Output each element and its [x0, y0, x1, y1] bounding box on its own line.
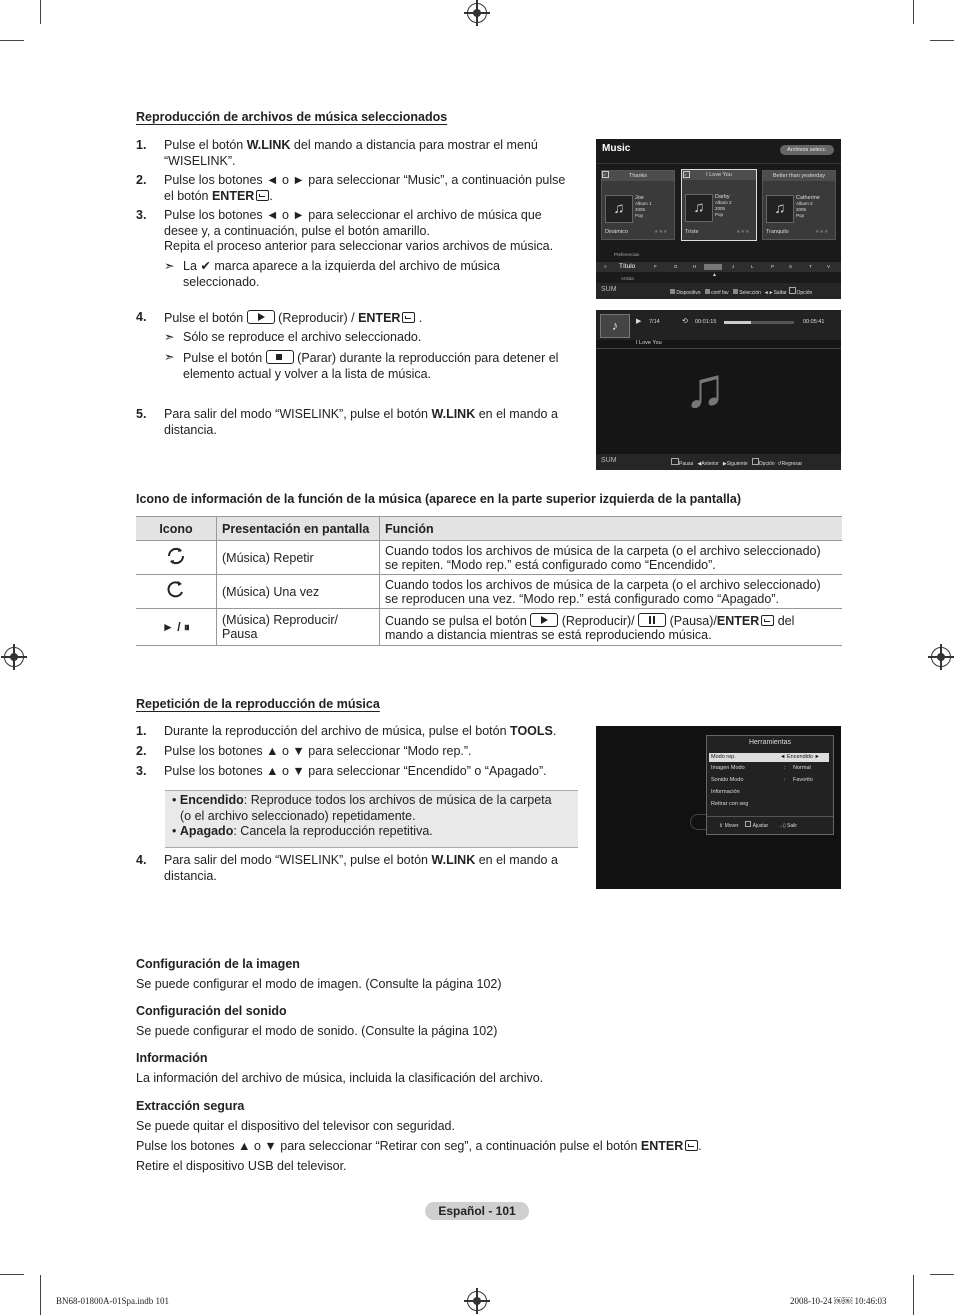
tools-item-sound-mode[interactable]: Sonido Modo : Favorito	[711, 777, 813, 783]
note-arrow-icon: ➣	[164, 259, 175, 273]
repeat-once-icon	[165, 579, 187, 601]
pause-button-icon	[638, 613, 666, 627]
music-note-icon: ♫	[685, 194, 713, 222]
print-footer-left: BN68-01800A-01Spa.indb 101	[56, 1296, 169, 1306]
step-5: 5. Para salir del modo “WISELINK”, pulse el botón W.LINK en el mando a distancia.	[136, 407, 558, 437]
crop-mark	[913, 1275, 914, 1315]
screen-title: Music	[602, 143, 631, 154]
page-number: Español - 101	[425, 1202, 529, 1220]
enter-icon	[685, 1140, 698, 1151]
stop-button-icon	[266, 350, 294, 364]
steps-list	[136, 138, 586, 438]
screen-footer: Pausa ◀Anterior ▶Siguiente Opción ↺Regresar	[671, 458, 802, 467]
section-title: Reproducción de archivos de música seleccionados	[136, 110, 448, 124]
crop-mark	[930, 1274, 954, 1275]
music-card[interactable]: Thanks ♫ Joe Album 1 2005 Pop Dinámico ★★★	[601, 170, 675, 240]
print-footer-right: 2008-10-24 ￼￼ 10:46:03	[790, 1296, 887, 1306]
tools-item-info[interactable]: Información	[711, 789, 740, 795]
device-label: SUM	[601, 286, 617, 293]
repeat-all-icon: ⟲	[682, 318, 688, 325]
registration-mark-icon	[4, 647, 24, 667]
music-note-icon: ♫	[684, 356, 726, 419]
crop-mark	[0, 40, 24, 41]
crop-mark	[40, 1275, 41, 1315]
step-4: 4. Pulse el botón (Reproducir) / ENTER . ➣ Sólo se reproduce el archivo seleccionado. ➣ Pulse el botón (Parar) durante la reproducción para detener el elemento actual y volver a la lista de música.	[136, 310, 559, 381]
play-button-icon	[247, 310, 275, 324]
registration-mark-icon	[931, 647, 951, 667]
tools-item-safe-remove[interactable]: Retirar con seg	[711, 801, 749, 807]
tools-footer: ⇕ Mover Ajustar →▯ Salir	[719, 823, 798, 829]
registration-mark-icon	[467, 3, 487, 23]
table-row: (Música) Una vez Cuando todos los archivos de música de la carpeta (o el archivo seleccionado) se reproducen una vez. “Modo rep.” está configurado como “Apagado”.	[136, 575, 842, 609]
crop-mark	[930, 40, 954, 41]
tools-menu: Herramientas Modo rep. ◄ Encendido ► Imagen Modo : Normal Sonido Modo : Favorito Información Retirar con seg ⇕ Mover Ajustar →▯ Salir	[706, 735, 834, 835]
music-note-icon: ♫	[766, 195, 794, 223]
step-4: 4. Para salir del modo “WISELINK”, pulse el botón W.LINK en el mando a distancia.	[136, 853, 558, 883]
crop-mark	[40, 0, 41, 24]
step-2: 2. Pulse los botones ◄ o ► para seleccionar “Music”, a continuación pulse el botón ENTER .	[136, 173, 566, 203]
progress-bar[interactable]	[724, 321, 794, 324]
tools-item-repeat-mode[interactable]: Modo rep. ◄ Encendido ►	[709, 753, 829, 762]
music-card-focused[interactable]: I Love You ♫ Darby Album 2 2005 Pop Triste ★★★	[681, 169, 757, 241]
selected-files-badge: Archivos selecc.	[780, 145, 834, 155]
info-icon-table: Icono Presentación en pantalla Función (Música) Repetir Cuando todos los archivos de música de la carpeta (o el archivo seleccionado) se repiten. “Modo rep.” está configurado como “Encendido”. (Música) Una vez Cuando todos los archivos de música de la carpeta (o el archivo seleccionado) se reproducen una vez. “Modo rep.” está configurado como “Apagado”. ► / ⏸ (Música) Reproducir/ Pausa Cuando se pulsa el botón (Reproducir)/ (Pausa)/ENTER del mando a distancia mientras se está reproduciendo música.	[136, 516, 842, 646]
table-row: ► / ⏸ (Música) Reproducir/ Pausa Cuando se pulsa el botón (Reproducir)/ (Pausa)/ENTER del mando a distancia mientras se está reproduciendo música.	[136, 609, 842, 646]
steps-list: 1. Durante la reproducción del archivo de música, pulse el botón TOOLS. 2. Pulse los botones ▲ o ▼ para seleccionar “Modo rep.”. 3. Pulse los botones ▲ o ▼ para seleccionar “Encendido” o “Apagado”.	[136, 724, 557, 778]
tools-screen	[596, 726, 841, 889]
play-state-icon: ▶	[636, 318, 642, 325]
enter-icon	[256, 190, 269, 201]
registration-mark-icon	[467, 1291, 487, 1311]
table-row: (Música) Repetir Cuando todos los archivos de música de la carpeta (o el archivo seleccionado) se repiten. “Modo rep.” está configurado como “Encendido”.	[136, 541, 842, 575]
album-art-icon: ♪	[600, 314, 630, 338]
note-arrow-icon: ➣	[164, 350, 175, 364]
repeat-all-icon	[165, 545, 187, 567]
screen-footer: Dispositivo conf fav Selección ◄►Saltar Opción	[670, 287, 812, 296]
sort-bar[interactable]: ≡ Título F G H J L P S T V	[596, 262, 841, 272]
step-3: 3. Pulse los botones ◄ o ► para seleccionar el archivo de música que desee y, a continuación, pulse el botón amarillo. Repita el proceso anterior para seleccionar varios archivos de música. ➣ La ✔ marca aparece a la izquierda del archivo de música seleccionado.	[136, 208, 554, 289]
music-playback-screen: ♪ ▶ 7/14 ⟲ 00:01:15 00:05:41 I Love You ♫ SUM Pausa ◀Anterior ▶Siguiente Opción ↺Regresar	[596, 310, 841, 470]
music-list-screen: Music Archivos selecc. Thanks ♫ Joe Album 1 2005 Pop Dinámico ★★★ ✓ I Love You ♫ Darby Album 2 2005 Pop Triste ★★★ ✓ Better than yesterday ♫ Catherine Album 3 2005 Pop Tranquilo ★★★ Preferencias ≡ Título F G H J L P S T V ▲ Artista SUM Dispositivo conf fav Selección ◄►Saltar Opción	[596, 139, 841, 299]
crop-mark	[913, 0, 914, 24]
check-icon: ✔	[200, 259, 211, 273]
music-note-icon: ♫	[605, 195, 633, 223]
crop-mark	[0, 1274, 24, 1275]
pointer-icon: ▲	[712, 272, 717, 278]
check-icon: ✓	[683, 171, 690, 178]
play-pause-icon: ► / ⏸	[136, 609, 217, 646]
song-title: I Love You	[636, 340, 662, 346]
tools-options-list: Configuración de la imagen Se puede configurar el modo de imagen. (Consulte la página 102) Configuración del sonido Se puede configurar el modo de sonido. (Consulte la página 102) Información La información del archivo de música, incluida la clasificación del archivo. Extracción segura Se puede quitar el dispositivo del televisor con seguridad. Pulse los botones ▲ o ▼ para seleccionar “Retirar con seg”, a continuación pulse el botón ENTER . Retire el dispositivo USB del televisor.	[136, 957, 702, 1173]
tools-item-picture-mode[interactable]: Imagen Modo : Normal	[711, 765, 811, 771]
enter-icon	[761, 615, 774, 626]
section-title: Repetición de la reproducción de música	[136, 697, 380, 711]
letter-cursor	[704, 264, 722, 270]
music-card[interactable]: Better than yesterday ♫ Catherine Album 3 2005 Pop Tranquilo ★★★	[762, 170, 836, 240]
section-title: Icono de información de la función de la música (aparece en la parte superior izquierda de la pantalla)	[136, 492, 742, 506]
enter-icon	[402, 312, 415, 323]
play-button-icon	[530, 613, 558, 627]
note-arrow-icon: ➣	[164, 330, 175, 344]
menu-icon: ≡	[604, 264, 607, 270]
check-icon: ✓	[602, 171, 609, 178]
options-box: • Encendido: Reproduce todos los archivos de música de la carpeta (o el archivo seleccionado) repetidamente. • Apagado: Cancela la reproducción repetitiva.	[165, 790, 578, 848]
step-1: 1. Pulse el botón W.LINK del mando a distancia para mostrar el menú “WISELINK”.	[136, 138, 538, 168]
